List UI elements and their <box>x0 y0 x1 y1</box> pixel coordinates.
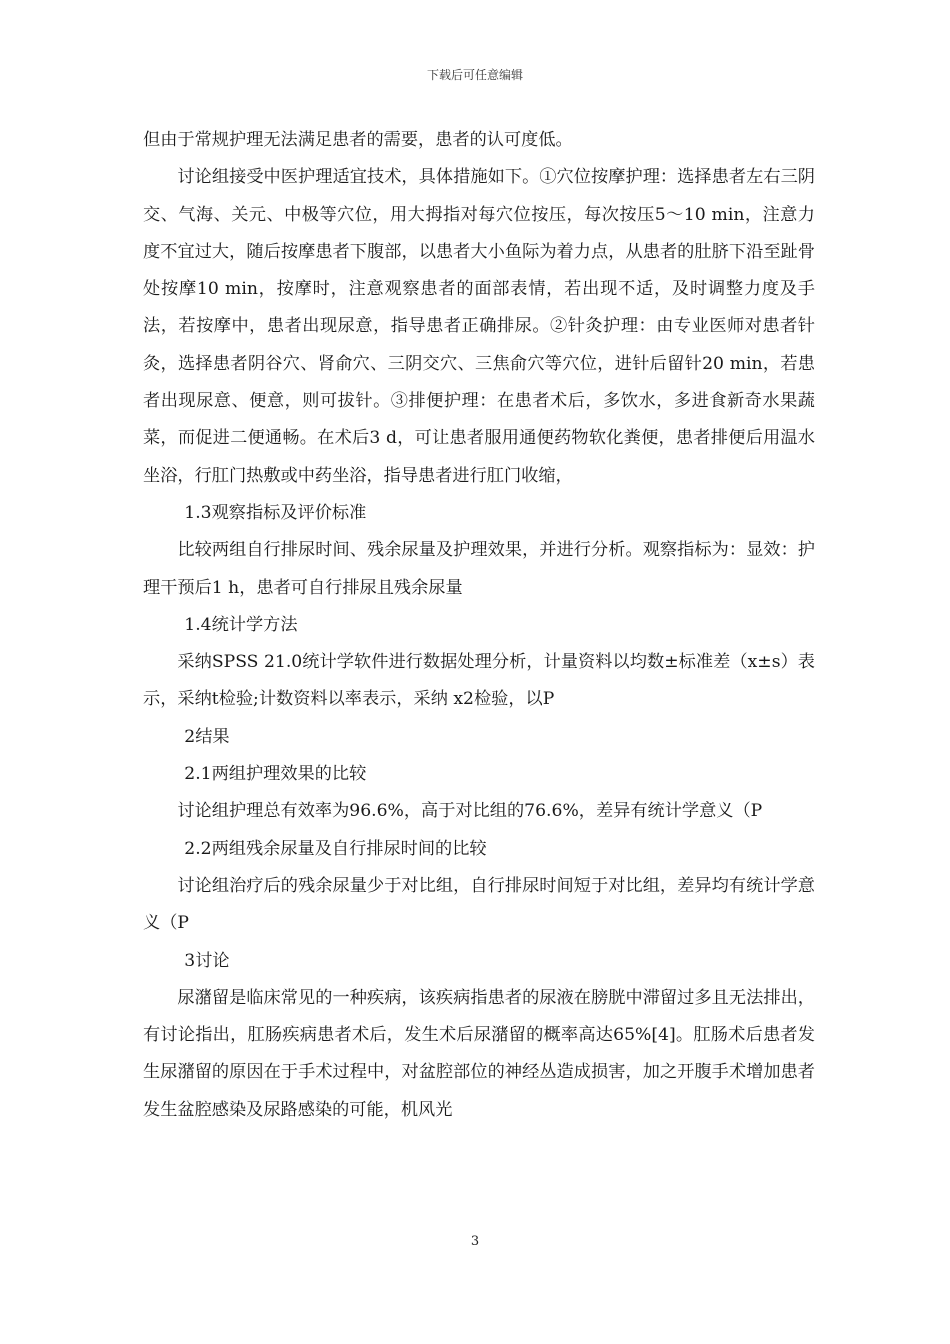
paragraph-efficacy: 讨论组护理总有效率为96.6%，高于对比组的76.6%，差异有统计学意义（P <box>177 801 763 822</box>
section-heading-2-1: 2.1两组护理效果的比较 <box>184 764 367 785</box>
section-heading-2: 2结果 <box>184 726 230 747</box>
paragraph-discussion: 尿潴留是临床常见的一种疾病，该疾病指患者的尿液在膀胱中滞留过多且无法排出，有讨论指出，肛肠疾病患者术后，发生术后尿潴留的概率高达65%[4]。肛肠术后患者发生尿潴留的原因在于手术过程中，对盆腔部位的神经丛造成损害，加之开腹手术增加患者发生盆腔感染及尿路感染的可能，机风光 <box>143 987 815 1120</box>
page-header: 下载后可任意编辑 <box>426 68 523 82</box>
paragraph-residual-urine: 讨论组治疗后的残余尿量少于对比组，自行排尿时间短于对比组，差异均有统计学意义（P <box>143 875 815 934</box>
document-body <box>143 122 815 1129</box>
paragraph-statistics: 采纳SPSS 21.0统计学软件进行数据处理分析，计量资料以均数±标准差（x±s）表示，采纳t检验;计数资料以率表示，采纳 x2检验，以P <box>143 652 815 710</box>
section-heading-2-2: 2.2两组残余尿量及自行排尿时间的比较 <box>184 838 487 859</box>
page-number: 3 <box>470 1234 480 1249</box>
section-heading-3: 3讨论 <box>184 950 230 971</box>
section-heading-1-4: 1.4统计学方法 <box>184 614 298 635</box>
section-heading-1-3: 1.3观察指标及评价标准 <box>184 502 367 523</box>
paragraph-observation: 比较两组自行排尿时间、残余尿量及护理效果，并进行分析。观察指标为：显效：护理干预后1 h，患者可自行排尿且残余尿量 <box>143 540 815 598</box>
paragraph-continuation: 但由于常规护理无法满足患者的需要，患者的认可度低。 <box>143 130 573 150</box>
paragraph-tcm-nursing: 讨论组接受中医护理适宜技术，具体措施如下。①穴位按摩护理：选择患者左右三阴交、气海、关元、中极等穴位，用大拇指对每穴位按压，每次按压5～10 min，注意力度不宜过大，随后按摩患者下腹部，以患者大小鱼际为着力点，从患者的肚脐下沿至趾骨处按摩10 min，按摩时，注意观察患者的面部表情，若出现不适，及时调整力度及手法，若按摩中，患者出现尿意，指导患者正确排尿。②针灸护理：由专业医师对患者针灸，选择患者阴谷穴、肾俞穴、三阴交穴、三焦俞穴等穴位，进针后留针20 min，若患者出现尿意、便意，则可拔针。③排便护理：在患者术后，多饮水，多进食新奇水果蔬菜，而促进二便通畅。在术后3 d，可让患者服用通便药物软化粪便，患者排便后用温水坐浴，行肛门热敷或中药坐浴，指导患者进行肛门收缩， <box>143 167 815 486</box>
